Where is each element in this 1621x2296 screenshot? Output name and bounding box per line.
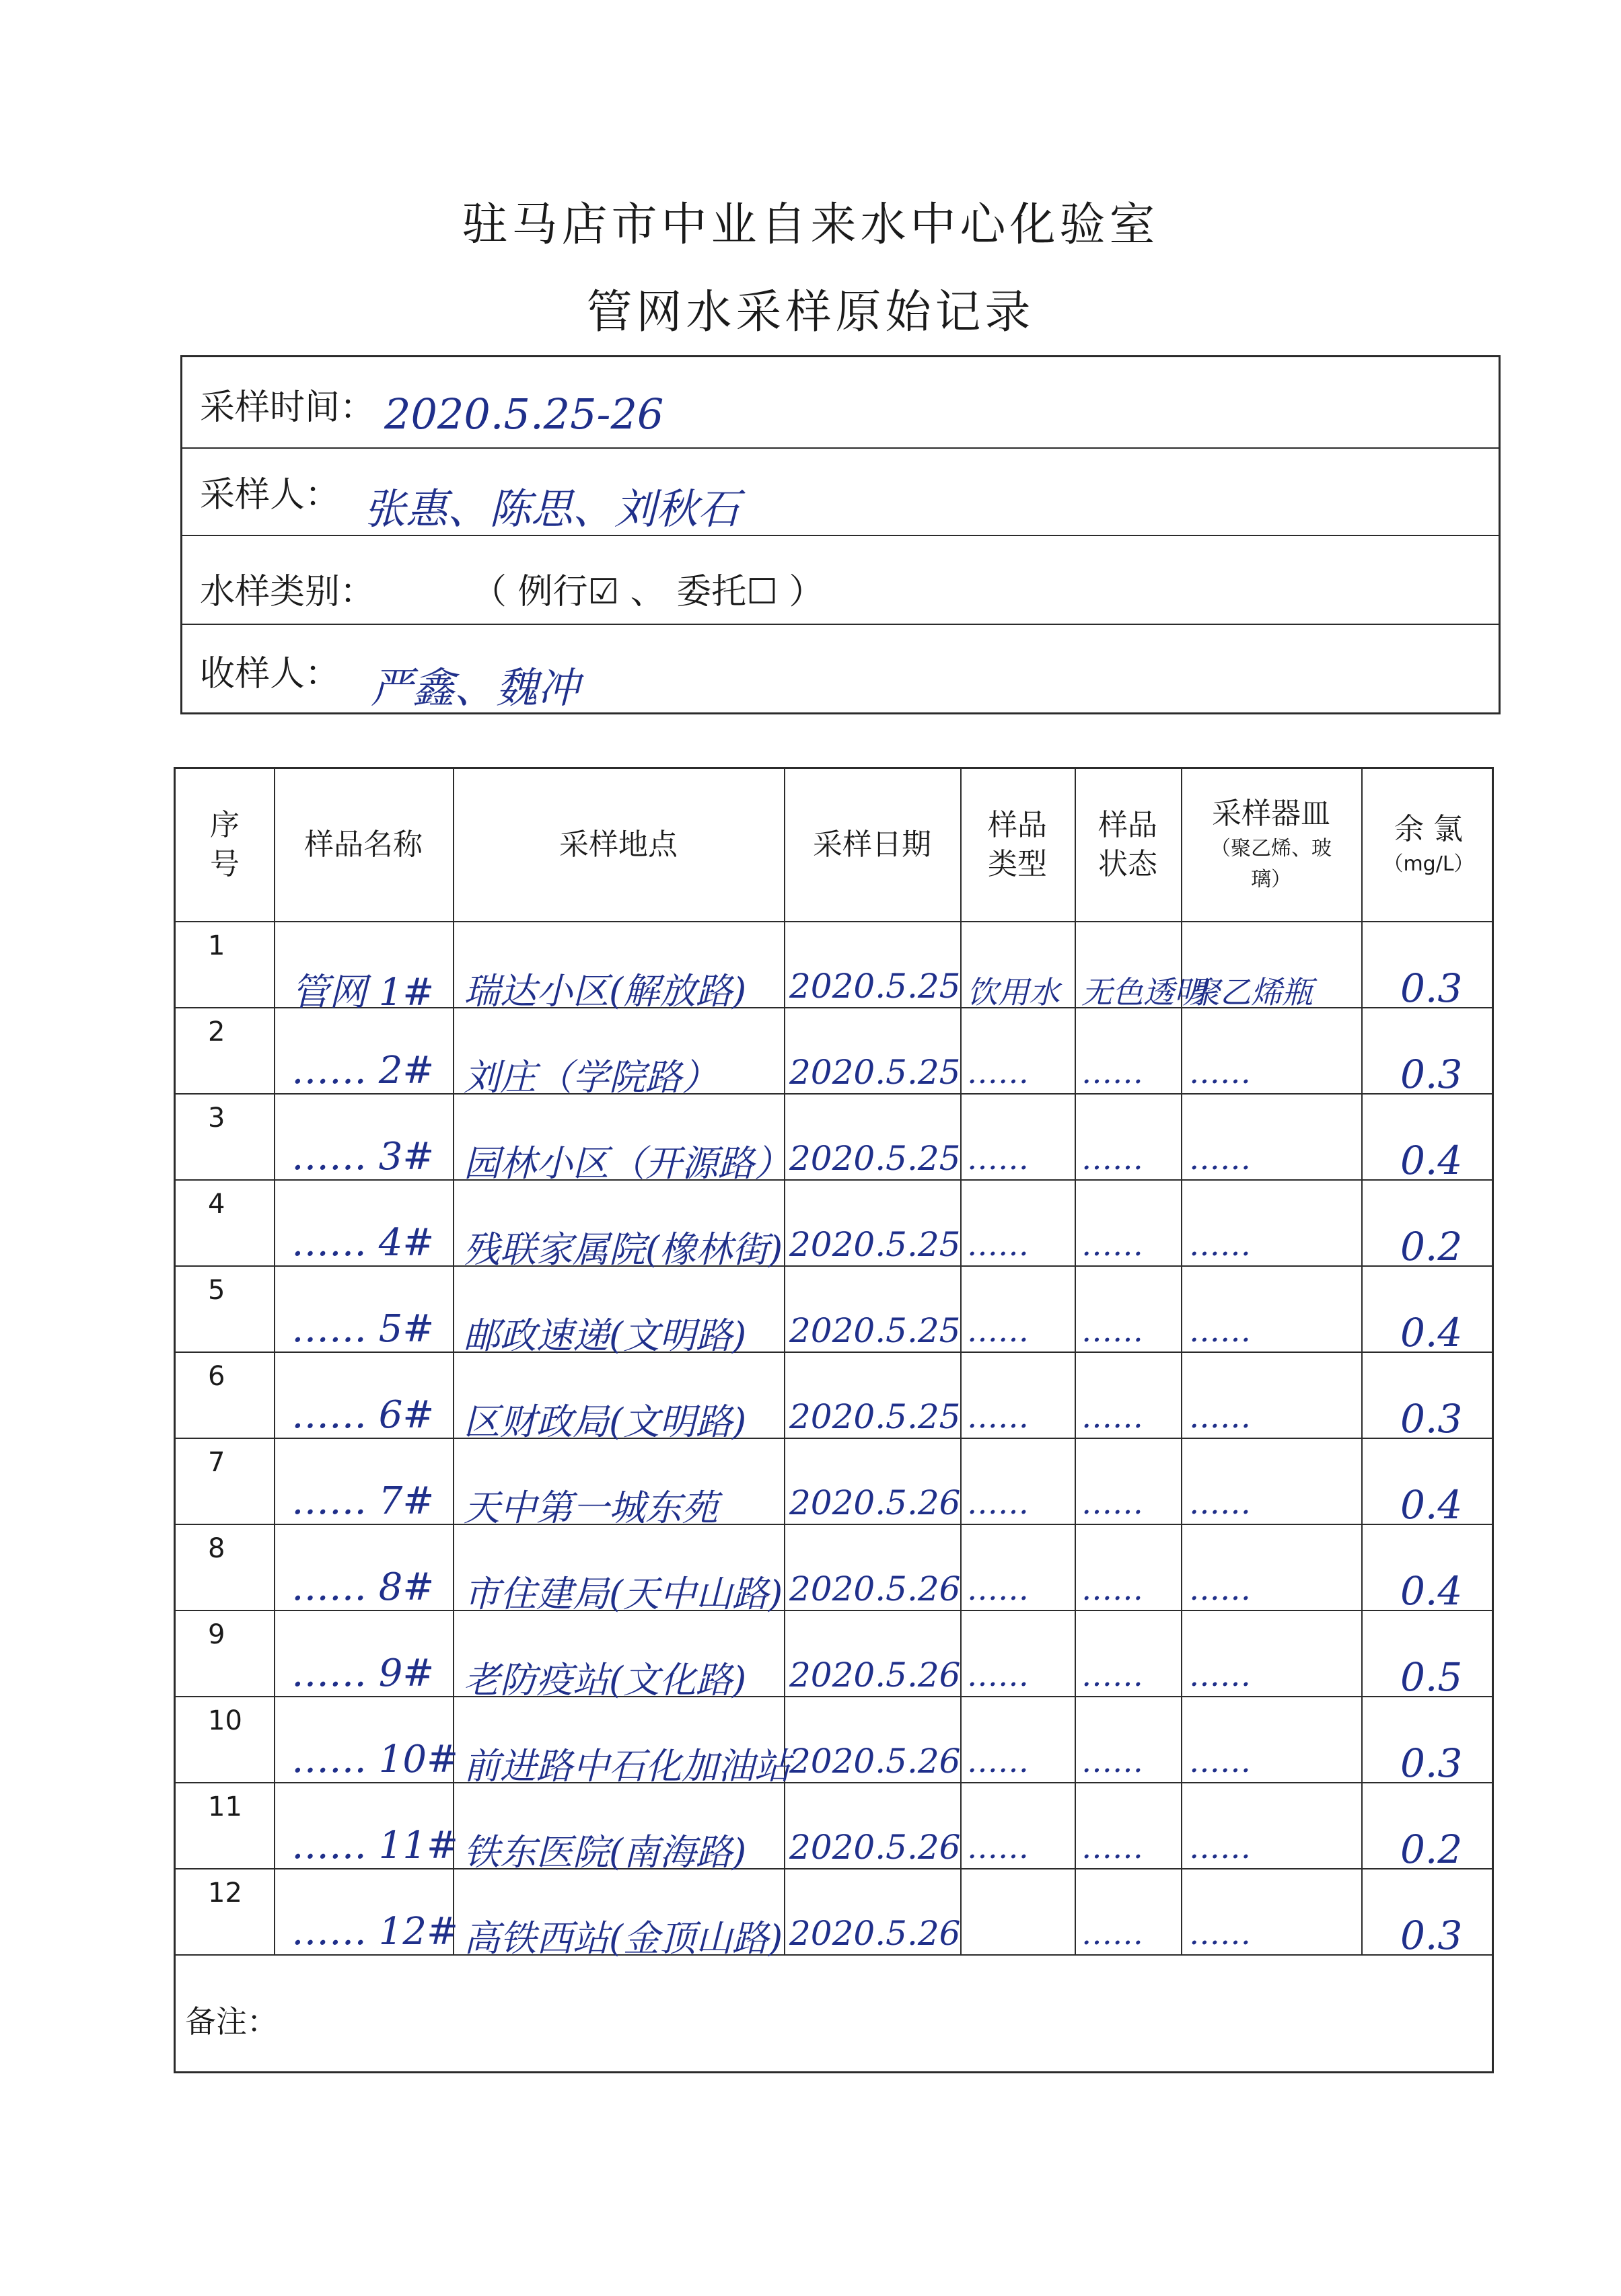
cell-index: 1 (208, 930, 225, 961)
header-chlorine (1361, 769, 1496, 921)
cell-chlorine: 0.3 (1400, 1740, 1463, 1786)
header-type (960, 769, 1075, 921)
cell-state: …… (1081, 1054, 1143, 1090)
cell-type: …… (967, 1226, 1029, 1263)
cell-chlorine: 0.2 (1400, 1224, 1463, 1269)
cell-date: 2020.5.26 (789, 1483, 961, 1522)
cell-date: 2020.5.25 (789, 1311, 961, 1350)
cell-name: …… 9# (291, 1652, 435, 1695)
sample-category-options: （ 例行☑ 、 委托☐ ） (472, 572, 824, 612)
header-vessel-text: 采样器皿 (1212, 797, 1330, 831)
remark-label: 备注： (185, 2003, 278, 2040)
header-state-text: 样品状态 (1098, 808, 1157, 881)
column-divider (1075, 769, 1076, 1954)
cell-index: 12 (208, 1878, 242, 1909)
cell-state: …… (1081, 1571, 1143, 1607)
cell-vessel: …… (1189, 1140, 1251, 1177)
cell-vessel: …… (1189, 1829, 1251, 1865)
cell-index: 6 (208, 1361, 225, 1392)
sampler-value: 张惠、陈思、刘秋石 (364, 484, 740, 533)
cell-date: 2020.5.25 (789, 1397, 961, 1436)
cell-date: 2020.5.26 (789, 1742, 961, 1781)
row-divider (176, 1524, 1492, 1525)
record-title: 管网水采样原始记录 (586, 286, 1035, 339)
sampling-time-value: 2020.5.25-26 (384, 390, 664, 439)
cell-chlorine: 0.5 (1400, 1654, 1463, 1700)
cell-state: …… (1081, 1915, 1143, 1952)
cell-chlorine: 0.4 (1400, 1310, 1463, 1356)
cell-state: …… (1081, 1312, 1143, 1349)
row-divider (176, 1610, 1492, 1611)
row-divider (176, 1696, 1492, 1697)
column-divider (1361, 769, 1363, 1954)
cell-location: 瑞达小区(解放路) (464, 970, 747, 1012)
row-divider (176, 1093, 1492, 1095)
cell-vessel: …… (1189, 1054, 1251, 1090)
cell-location: 区财政局(文明路) (464, 1401, 747, 1443)
cell-state: …… (1081, 1829, 1143, 1865)
cell-location: 高铁西站(金顶山路) (464, 1917, 783, 1960)
cell-index: 11 (208, 1791, 242, 1822)
cell-type: …… (967, 1399, 1029, 1435)
cell-type: 饮用水 (967, 974, 1060, 1010)
cell-location: 天中第一城东苑 (464, 1487, 718, 1529)
cell-index: 8 (208, 1533, 225, 1564)
cell-name: …… 11# (291, 1824, 458, 1867)
sampling-time-row (182, 357, 1499, 449)
cell-name: …… 10# (291, 1738, 458, 1781)
receiver-label: 收样人： (200, 654, 340, 694)
cell-type: …… (967, 1829, 1029, 1865)
header-vessel (1181, 769, 1361, 921)
cell-date: 2020.5.25 (789, 1225, 961, 1264)
row-divider (176, 921, 1492, 922)
row-divider (176, 1265, 1492, 1267)
receiver-row (182, 625, 1499, 716)
cell-index: 10 (208, 1705, 242, 1736)
cell-date: 2020.5.25 (789, 1053, 961, 1092)
cell-name: …… 12# (291, 1910, 458, 1954)
column-divider (1181, 769, 1182, 1954)
cell-vessel: …… (1189, 1312, 1251, 1349)
cell-type: …… (967, 1140, 1029, 1177)
cell-name: …… 5# (291, 1307, 435, 1351)
sampler-row (182, 449, 1499, 536)
cell-index: 2 (208, 1016, 225, 1047)
header-index-text: 序号 (210, 808, 240, 881)
cell-state: …… (1081, 1743, 1143, 1779)
lab-title: 驻马店市中业自来水中心化验室 (462, 198, 1159, 252)
header-location: 采样地点 (559, 827, 678, 862)
sampling-info-box (180, 355, 1501, 714)
sampling-time-label: 采样时间： (200, 387, 375, 428)
cell-vessel: 聚乙烯瓶 (1189, 974, 1313, 1010)
cell-vessel: …… (1189, 1485, 1251, 1521)
sample-category-label: 水样类别： (200, 572, 375, 612)
cell-vessel: …… (1189, 1915, 1251, 1952)
cell-vessel: …… (1189, 1571, 1251, 1607)
cell-type: …… (967, 1054, 1029, 1090)
cell-chlorine: 0.4 (1400, 1482, 1463, 1528)
cell-location: 前进路中石化加油站 (464, 1745, 791, 1787)
row-divider (176, 1954, 1492, 1956)
sample-table (174, 767, 1494, 2073)
cell-date: 2020.5.26 (789, 1656, 961, 1695)
cell-state: …… (1081, 1140, 1143, 1177)
cell-location: 园林小区（开源路） (464, 1142, 791, 1185)
cell-name: …… 4# (291, 1221, 435, 1265)
cell-name: 管网 1# (291, 971, 435, 1014)
cell-name: …… 2# (291, 1049, 435, 1093)
cell-vessel: …… (1189, 1657, 1251, 1693)
cell-state: …… (1081, 1399, 1143, 1435)
row-divider (176, 1179, 1492, 1181)
cell-vessel: …… (1189, 1399, 1251, 1435)
cell-chlorine: 0.3 (1400, 1913, 1463, 1958)
cell-state: 无色透明 (1081, 974, 1205, 1010)
cell-chlorine: 0.4 (1400, 1138, 1463, 1183)
cell-date: 2020.5.25 (789, 967, 961, 1006)
cell-location: 老防疫站(文化路) (464, 1659, 747, 1701)
header-name: 样品名称 (304, 827, 423, 862)
cell-chlorine: 0.3 (1400, 1051, 1463, 1097)
cell-chlorine: 0.4 (1400, 1568, 1463, 1614)
header-chlorine-text: 余 氯 (1394, 812, 1463, 846)
header-index (176, 769, 274, 921)
cell-type: …… (967, 1485, 1029, 1521)
sample-category-row (182, 536, 1499, 625)
cell-type: …… (967, 1571, 1029, 1607)
cell-date: 2020.5.26 (789, 1828, 961, 1867)
cell-location: 刘庄（学院路） (464, 1056, 718, 1099)
cell-location: 铁东医院(南海路) (464, 1831, 747, 1874)
cell-vessel: …… (1189, 1743, 1251, 1779)
header-type-text: 样品类型 (988, 808, 1047, 881)
row-divider (176, 1351, 1492, 1353)
column-divider (274, 769, 275, 1954)
cell-type: …… (967, 1657, 1029, 1693)
cell-type: …… (967, 1312, 1029, 1349)
cell-name: …… 6# (291, 1393, 435, 1437)
cell-location: 市住建局(天中山路) (464, 1573, 783, 1615)
cell-index: 5 (208, 1275, 225, 1306)
header-date: 采样日期 (813, 827, 931, 862)
cell-state: …… (1081, 1657, 1143, 1693)
cell-name: …… 8# (291, 1565, 435, 1609)
cell-state: …… (1081, 1485, 1143, 1521)
cell-index: 7 (208, 1447, 225, 1478)
cell-date: 2020.5.25 (789, 1139, 961, 1178)
receiver-value: 严鑫、魏冲 (371, 663, 580, 712)
cell-type: …… (967, 1743, 1029, 1779)
cell-date: 2020.5.26 (789, 1569, 961, 1608)
cell-location: 残联家属院(橡林街) (464, 1228, 783, 1271)
header-vessel-note: （聚乙烯、玻璃） (1211, 837, 1332, 891)
header-chlorine-unit: （mg/L） (1383, 852, 1474, 876)
cell-location: 邮政速递(文明路) (464, 1314, 747, 1357)
cell-chlorine: 0.3 (1400, 1396, 1463, 1442)
cell-chlorine: 0.3 (1400, 965, 1463, 1011)
cell-index: 9 (208, 1619, 225, 1650)
row-divider (176, 1782, 1492, 1783)
cell-index: 4 (208, 1189, 225, 1220)
cell-chlorine: 0.2 (1400, 1826, 1463, 1872)
cell-index: 3 (208, 1103, 225, 1134)
cell-name: …… 7# (291, 1479, 435, 1523)
cell-vessel: …… (1189, 1226, 1251, 1263)
row-divider (176, 1438, 1492, 1439)
cell-name: …… 3# (291, 1135, 435, 1179)
cell-state: …… (1081, 1226, 1143, 1263)
header-state (1075, 769, 1181, 921)
cell-date: 2020.5.26 (789, 1914, 961, 1953)
row-divider (176, 1868, 1492, 1869)
sampler-label: 采样人： (200, 475, 340, 515)
